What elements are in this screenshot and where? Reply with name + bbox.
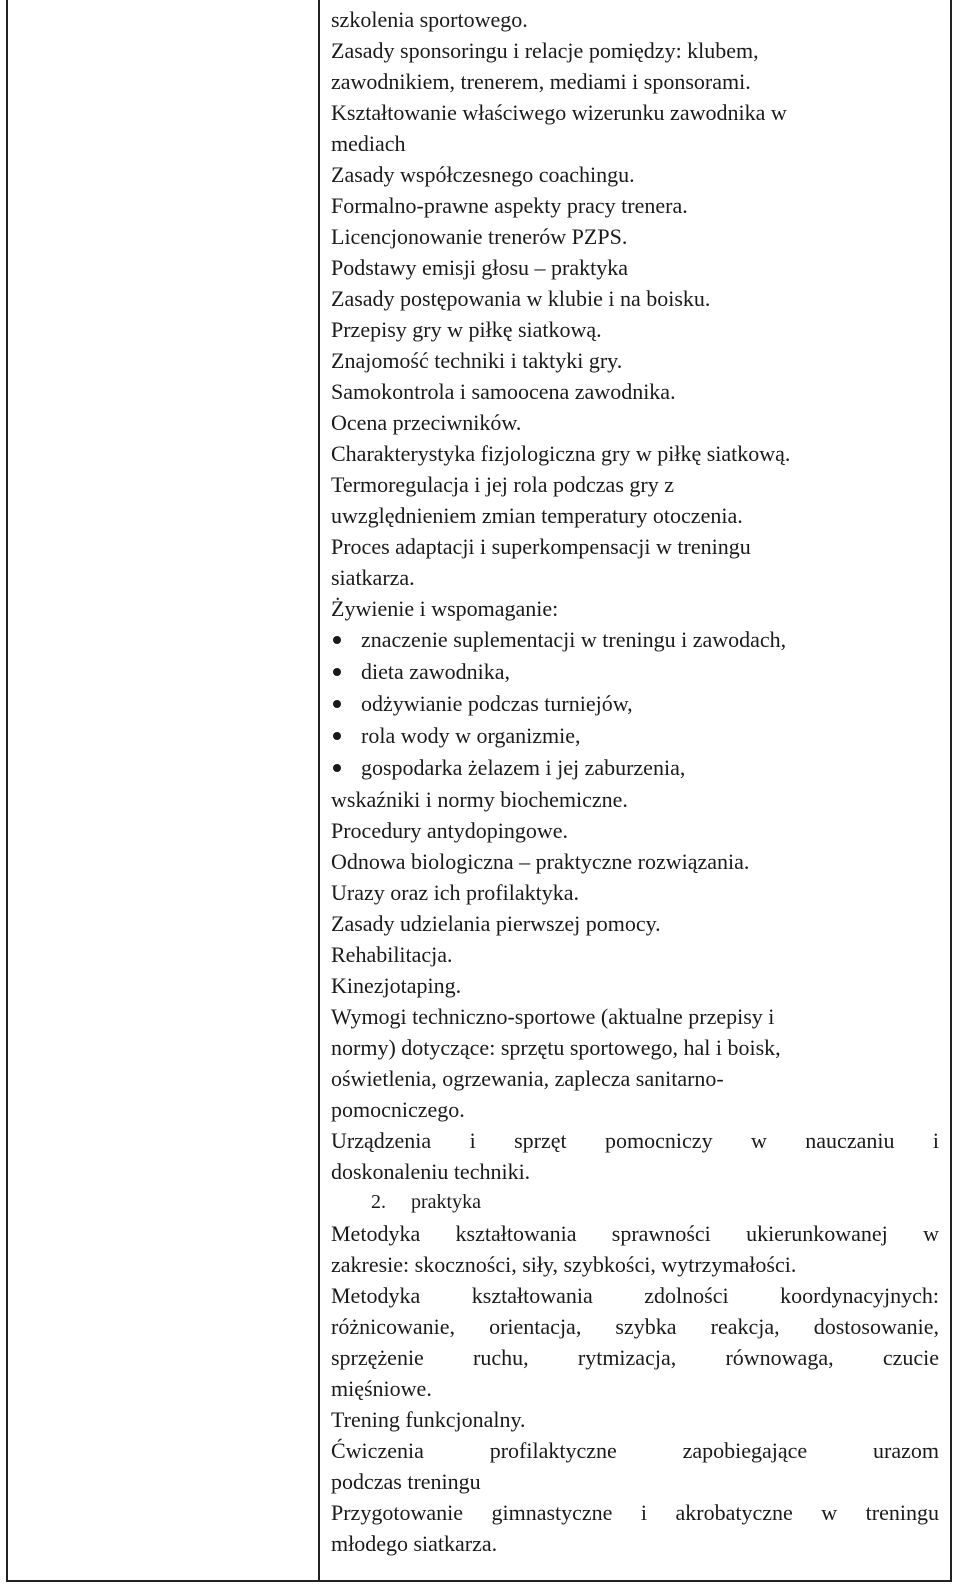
topics-list-part2	[331, 784, 939, 1125]
bullet-text: rola wody w organizmie,	[361, 723, 581, 748]
practice-text-line: różnicowanie, orientacja, szybka reakcja, dostosowanie,	[331, 1314, 939, 1339]
bullet-text: odżywianie podczas turniejów,	[361, 691, 633, 716]
practice-text-line: Metodyka kształtowania zdolności koordynacyjnych:	[331, 1283, 939, 1308]
text-line: Odnowa biologiczna – praktyczne rozwiązania.	[331, 849, 750, 874]
text-line: mediach	[331, 131, 406, 156]
nutrition-bullet-list	[331, 624, 939, 784]
text-line: Przepisy gry w piłkę siatkową.	[331, 317, 602, 342]
equipment-line-continued: doskonaleniu techniki.	[331, 1159, 531, 1184]
bullet-dot-icon	[333, 700, 341, 708]
text-line: Żywienie i wspomaganie:	[331, 596, 559, 621]
bullet-dot-icon	[333, 636, 341, 644]
text-line: normy) dotyczące: sprzętu sportowego, hal i boisk,	[331, 1035, 781, 1060]
text-line: Rehabilitacja.	[331, 942, 453, 967]
practice-text-line: Metodyka kształtowania sprawności ukierunkowanej w	[331, 1221, 939, 1246]
text-line: Zasady współczesnego coachingu.	[331, 162, 635, 187]
text-line: Formalno-prawne aspekty pracy trenera.	[331, 193, 688, 218]
text-line: Podstawy emisji głosu – praktyka	[331, 255, 628, 280]
section-number: 2.	[371, 1191, 386, 1213]
text-line: szkolenia sportowego.	[331, 7, 528, 32]
bullet-item	[331, 720, 939, 752]
text-line: Ocena przeciwników.	[331, 410, 522, 435]
bullet-dot-icon	[333, 732, 341, 740]
bullet-text: znaczenie suplementacji w treningu i zawodach,	[361, 627, 787, 652]
text-line: Zasady sponsoringu i relacje pomiędzy: klubem,	[331, 38, 759, 63]
practice-text-line: sprzężenie ruchu, rytmizacja, równowaga, czucie	[331, 1345, 939, 1370]
bullet-item	[331, 656, 939, 688]
curriculum-content	[331, 4, 939, 1559]
text-line: siatkarza.	[331, 565, 415, 590]
topics-list-part1	[331, 4, 939, 624]
practice-topics-list	[331, 1218, 939, 1559]
text-line: zawodnikiem, trenerem, mediami i sponsorami.	[331, 69, 751, 94]
bullet-item	[331, 624, 939, 656]
practice-text-line: Przygotowanie gimnastyczne i akrobatyczne w treningu	[331, 1500, 939, 1525]
practice-text-line: Ćwiczenia profilaktyczne zapobiegające urazom	[331, 1438, 939, 1463]
bullet-dot-icon	[333, 668, 341, 676]
text-line: Proces adaptacji i superkompensacji w treningu	[331, 534, 751, 559]
text-line: Zasady udzielania pierwszej pomocy.	[331, 911, 661, 936]
bullet-text: gospodarka żelazem i jej zaburzenia,	[361, 755, 686, 780]
practice-text-line: zakresie: skoczności, siły, szybkości, wytrzymałości.	[331, 1252, 797, 1277]
section-heading-practice	[331, 1187, 939, 1218]
bullet-item	[331, 752, 939, 784]
bullet-item	[331, 688, 939, 720]
column-divider	[318, 0, 320, 1582]
bullet-dot-icon	[333, 764, 341, 772]
text-line: Termoregulacja i jej rola podczas gry z	[331, 472, 674, 497]
text-line: Wymogi techniczno-sportowe (aktualne przepisy i	[331, 1004, 775, 1029]
text-line: Urazy oraz ich profilaktyka.	[331, 880, 579, 905]
practice-text-line: mięśniowe.	[331, 1376, 432, 1401]
text-line: Procedury antydopingowe.	[331, 818, 569, 843]
text-line: Samokontrola i samoocena zawodnika.	[331, 379, 676, 404]
text-line: wskaźniki i normy biochemiczne.	[331, 787, 628, 812]
practice-text-line: młodego siatkarza.	[331, 1531, 498, 1556]
text-line: oświetlenia, ogrzewania, zaplecza sanitarno-	[331, 1066, 724, 1091]
text-line: Zasady postępowania w klubie i na boisku.	[331, 286, 711, 311]
practice-text-line: podczas treningu	[331, 1469, 481, 1494]
practice-text-line: Trening funkcjonalny.	[331, 1407, 526, 1432]
text-line: Kształtowanie właściwego wizerunku zawodnika w	[331, 100, 787, 125]
text-line: Charakterystyka fizjologiczna gry w piłkę siatkową.	[331, 441, 791, 466]
text-line: Kinezjotaping.	[331, 973, 462, 998]
equipment-line: Urządzenia i sprzęt pomocniczy w nauczaniu i	[331, 1128, 939, 1153]
text-line: pomocniczego.	[331, 1097, 465, 1122]
text-line: Licencjonowanie trenerów PZPS.	[331, 224, 628, 249]
text-line: uwzględnieniem zmian temperatury otoczenia.	[331, 503, 743, 528]
text-line: Znajomość techniki i taktyki gry.	[331, 348, 623, 373]
section-label: praktyka	[411, 1191, 481, 1213]
bullet-text: dieta zawodnika,	[361, 659, 511, 684]
